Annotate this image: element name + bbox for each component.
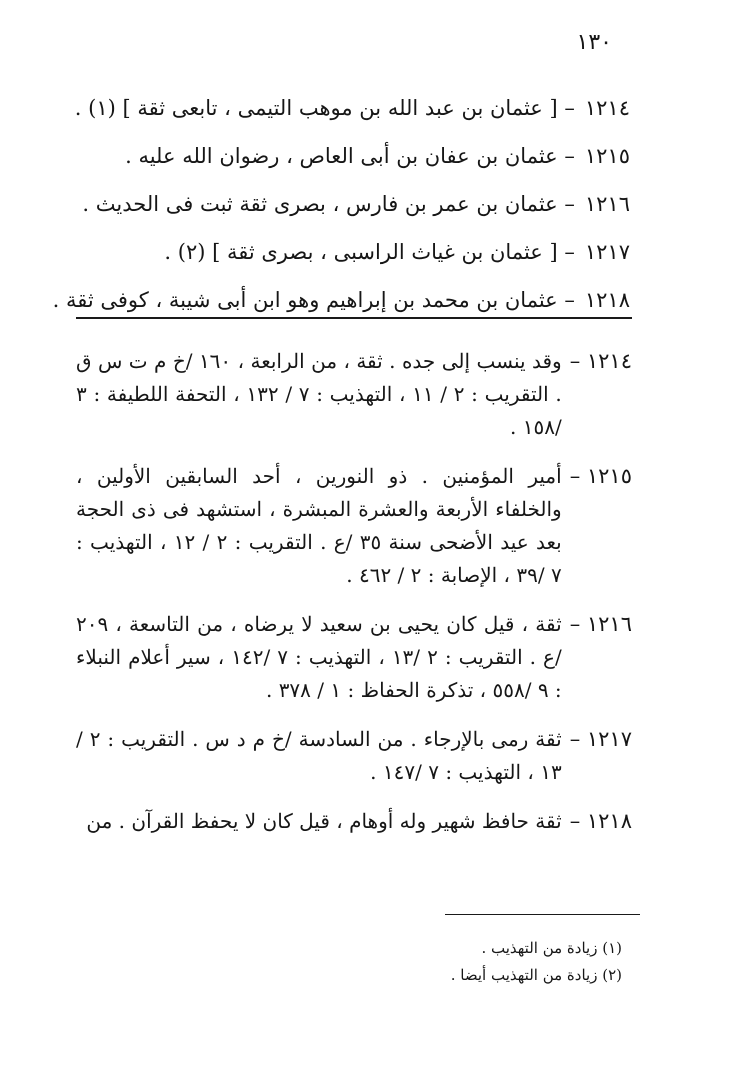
entry-1217	[74, 228, 630, 276]
note-text: أمير المؤمنين . ذو النورين ، أحد السابقين الأولين ، والخلفاء الأربعة والعشرة المبشرة ، استشهد فى ذى الحجة بعد عيد الأضحى سنة ٣٥ /ع . التقريب : ٢ / ١٢ ، التهذيب : ٧ /٣٩ ، الإصابة : ٢ / ٤٦٢ .	[76, 464, 562, 587]
note-1216	[76, 608, 632, 707]
footnote-divider	[445, 914, 640, 915]
entry-text: – عثمان بن عمر بن فارس ، بصرى ثقة ثبت فى الحديث .	[82, 192, 575, 216]
entry-text: – [ عثمان بن عبد الله بن موهب التيمى ، تابعى ثقة ] (١) .	[74, 96, 575, 120]
entry-number: ١٢١٦	[584, 192, 630, 216]
footnote-1: (١) زيادة من التهذيب .	[481, 939, 622, 957]
note-text: وقد ينسب إلى جده . ثقة ، من الرابعة ، ١٦٠ /خ م ت س ق . التقريب : ٢ / ١١ ، التهذيب : ٧ / ١٣٢ ، التحفة اللطيفة : ٣ /١٥٨ .	[76, 349, 562, 439]
note-text: ثقة رمى بالإرجاء . من السادسة /خ م د س . التقريب : ٢ /١٣ ، التهذيب : ٧ /١٤٧ .	[76, 727, 562, 784]
notes-list	[76, 345, 632, 854]
entry-number: ١٢١٨	[584, 288, 630, 312]
entries-list	[52, 84, 630, 324]
entry-text: – عثمان بن عفان بن أبى العاص ، رضوان الله عليه .	[125, 144, 575, 168]
entry-text: – عثمان بن محمد بن إبراهيم وهو ابن أبى شيبة ، كوفى ثقة .	[52, 288, 575, 312]
entry-number: ١٢١٥	[584, 144, 630, 168]
note-1215	[76, 460, 632, 592]
entry-text: – [ عثمان بن غياث الراسبى ، بصرى ثقة ] (٢) .	[164, 240, 575, 264]
note-number: ١٢١٦ –	[569, 612, 632, 636]
note-number: ١٢١٨ –	[569, 809, 632, 833]
note-1218	[76, 805, 632, 838]
entry-1216	[74, 180, 630, 228]
footnotes	[300, 935, 622, 989]
page-number: ١٣٠	[576, 30, 612, 55]
note-text: ثقة ، قيل كان يحيى بن سعيد لا يرضاه ، من التاسعة ، ٢٠٩ /ع . التقريب : ٢ /١٣ ، التهذيب : ٧ /١٤٢ ، سير أعلام النبلاء : ٩ /٥٥٨ ، تذكرة الحفاظ : ١ / ٣٧٨ .	[76, 612, 562, 702]
note-1217	[76, 723, 632, 789]
note-number: ١٢١٧ –	[569, 727, 632, 751]
footnote-2: (٢) زيادة من التهذيب أيضا .	[450, 966, 622, 984]
note-text: ثقة حافظ شهير وله أوهام ، قيل كان لا يحفظ القرآن . من	[86, 809, 562, 833]
entry-number: ١٢١٧	[584, 240, 630, 264]
note-1214	[76, 345, 632, 444]
entry-1214	[74, 84, 630, 132]
entry-1215	[74, 132, 630, 180]
section-divider	[76, 317, 632, 319]
note-number: ١٢١٤ –	[569, 349, 632, 373]
entry-number: ١٢١٤	[584, 96, 630, 120]
note-number: ١٢١٥ –	[569, 464, 632, 488]
